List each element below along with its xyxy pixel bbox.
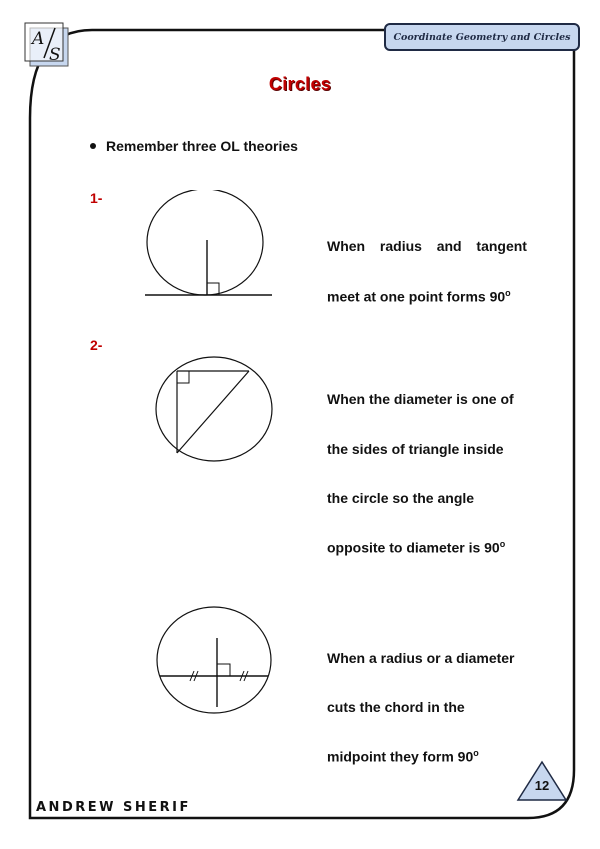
theorem-2-line-1: When the diameter is one of [327, 391, 514, 407]
theorem-3-line-3: midpoint they form 90$^o$ [327, 748, 479, 765]
theorem-1-line-1: When radius and tangent [327, 238, 527, 254]
logo [24, 22, 70, 68]
triangle-in-circle-diagram [150, 352, 280, 470]
bullet-dot [90, 143, 96, 149]
tangent-radius-diagram [140, 190, 280, 310]
theorem-3-line-2: cuts the chord in the [327, 699, 465, 715]
bullet-item [90, 138, 298, 154]
header-tab: Coordinate Geometry and Circles [384, 23, 580, 51]
page-title: Circles [268, 74, 332, 94]
theorem-2-line-4: opposite to diameter is 90$^o$ [327, 539, 506, 556]
theorem-1-line-2: meet at one point forms 90$^o$ [327, 288, 511, 305]
theorem-3-line-1: When a radius or a diameter [327, 650, 515, 666]
chord-bisector-diagram [150, 600, 280, 720]
bullet-text: Remember three OL theories [106, 138, 298, 154]
svg-text:A: A [32, 29, 45, 49]
theorem-2-line-2: the sides of triangle inside [327, 441, 504, 457]
page-number: 12 [534, 778, 550, 793]
theorem-2-number: 2- [90, 337, 103, 353]
theorem-2-line-3: the circle so the angle [327, 490, 475, 506]
theorem-1-number: 1- [90, 190, 103, 206]
svg-text:S: S [49, 45, 61, 65]
footer-author: ANDREW SHERIF [36, 800, 191, 815]
